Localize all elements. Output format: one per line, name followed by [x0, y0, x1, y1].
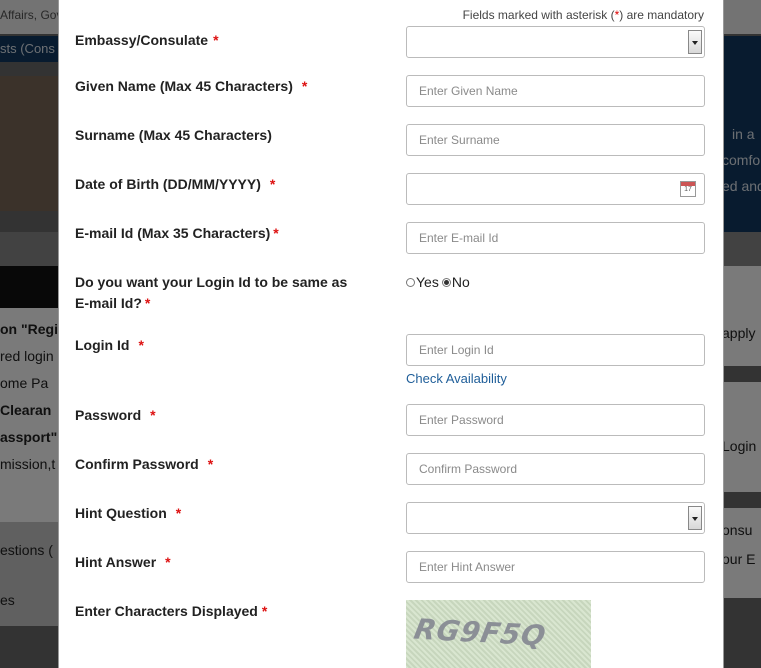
chevron-down-icon[interactable] — [688, 30, 702, 54]
dob-input[interactable] — [406, 173, 705, 205]
surname-label: Surname (Max 45 Characters) — [75, 127, 272, 143]
hint-question-select[interactable] — [406, 502, 705, 534]
captcha-image — [406, 600, 591, 668]
embassy-select[interactable] — [406, 26, 705, 58]
given-name-input[interactable] — [406, 75, 705, 107]
hint-answer-label: Hint Answer * — [75, 554, 171, 570]
given-name-label: Given Name (Max 45 Characters) * — [75, 78, 308, 94]
radio-no[interactable] — [442, 278, 451, 287]
password-input[interactable] — [406, 404, 705, 436]
dob-label: Date of Birth (DD/MM/YYYY) * — [75, 176, 276, 192]
calendar-icon[interactable]: 17 — [680, 181, 696, 197]
captcha-text: RG9F5Q — [411, 612, 550, 653]
radio-yes[interactable] — [406, 278, 415, 287]
embassy-label: Embassy/Consulate * — [75, 32, 219, 48]
login-same-label: Do you want your Login Id to be same as E-mail Id? * — [75, 274, 348, 311]
confirm-password-input[interactable] — [406, 453, 705, 485]
hint-answer-input[interactable] — [406, 551, 705, 583]
surname-input[interactable] — [406, 124, 705, 156]
hint-question-label: Hint Question * — [75, 505, 182, 521]
login-same-radio-group: Yes No — [406, 274, 473, 290]
email-label: E-mail Id (Max 35 Characters) * — [75, 225, 279, 241]
confirm-password-label: Confirm Password * — [75, 456, 214, 472]
login-id-input[interactable] — [406, 334, 705, 366]
email-input[interactable] — [406, 222, 705, 254]
password-label: Password * — [75, 407, 156, 423]
registration-modal — [58, 0, 724, 668]
login-id-label: Login Id * — [75, 337, 144, 353]
chevron-down-icon[interactable] — [688, 506, 702, 530]
mandatory-note: Fields marked with asterisk (*) are mandatory — [462, 8, 704, 22]
captcha-label: Enter Characters Displayed * — [75, 603, 268, 619]
check-availability-link[interactable]: Check Availability — [406, 371, 507, 386]
